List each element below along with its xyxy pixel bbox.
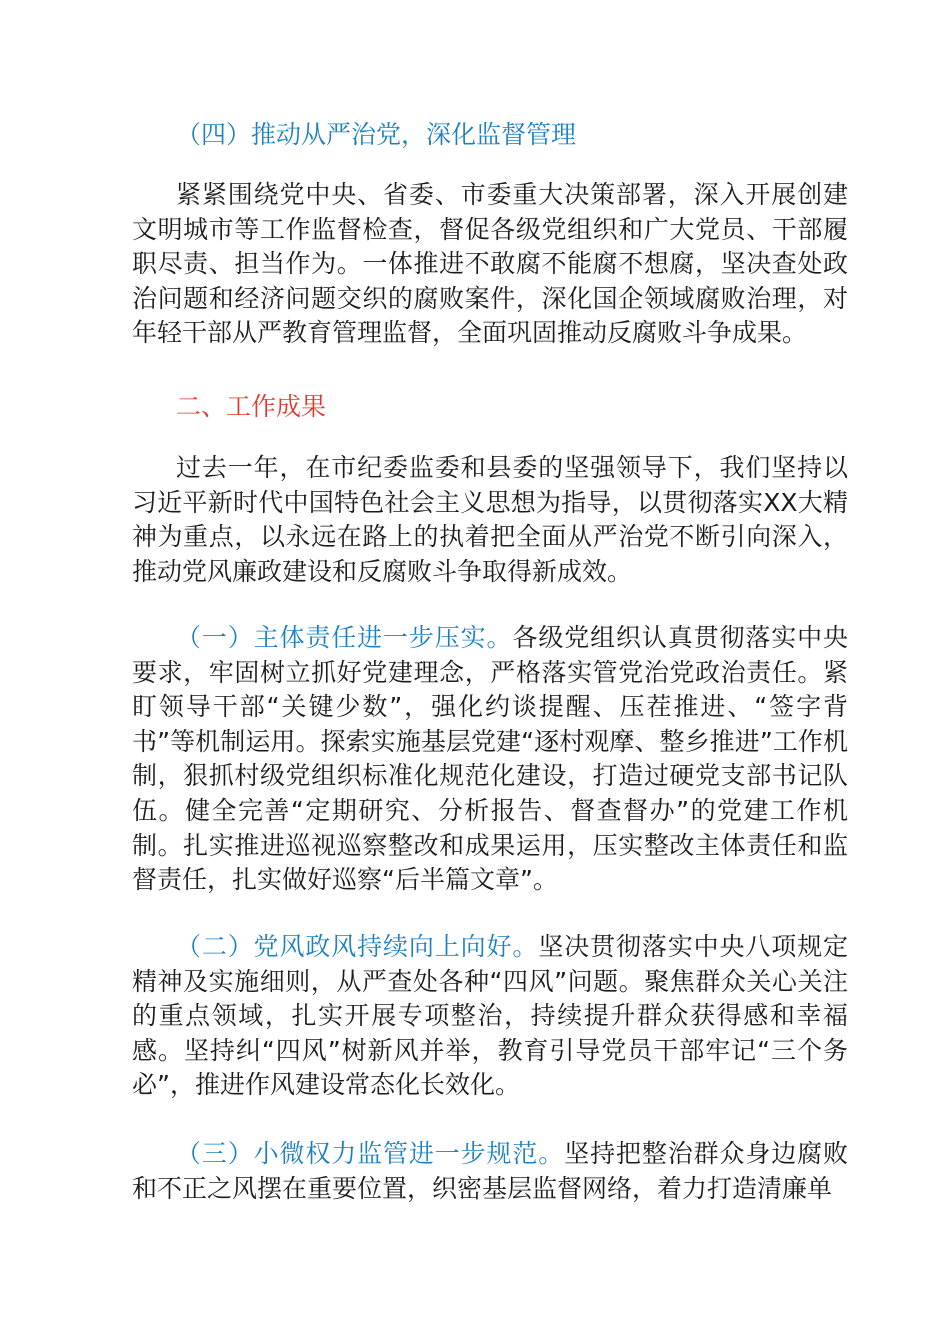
part-2-heading: 二、工作成果 — [176, 392, 327, 421]
item-2-lead: （二）党风政风持续向上向好。 — [176, 932, 539, 961]
item-2-body: 坚决贯彻落实中央八项规定精神及实施细则，从严查处各种“四风”问题。聚焦群众关心关注的重点领域，扎实开展专项整治，持续提升群众获得感和幸福感。坚持纠“四风”树新风并举，教育引导党员干部牢记“三个务必”，推进作风建设常态化长效化。 — [132, 932, 848, 1100]
item-3-body: 坚持把整治群众身边腐败和不正之风摆在重要位置，织密基层监督网络，着力打造清廉单 — [132, 1139, 848, 1203]
item-3-lead: （三）小微权力监管进一步规范。 — [176, 1139, 565, 1168]
section-4-heading: （四）推动从严治党，深化监督管理 — [176, 120, 577, 149]
item-3-paragraph — [132, 1137, 848, 1206]
item-1-lead: （一）主体责任进一步压实。 — [176, 623, 513, 652]
item-1-body: 各级党组织认真贯彻落实中央要求，牢固树立抓好党建理念，严格落实管党治党政治责任。紧盯领导干部“关键少数”，强化约谈提醒、压茬推进、“签字背书”等机制运用。探索实施基层党建“逐村观摩、整乡推进”工作机制，狠抓村级党组织标准化规范化建设，打造过硬党支部书记队伍。健全完善“定期研究、分析报告、督查督办”的党建工作机制。扎实推进巡视巡察整改和成果运用，压实整改主体责任和监督责任，扎实做好巡察“后半篇文章”。 — [132, 623, 848, 895]
part-2-intro-paragraph: 过去一年，在市纪委监委和县委的坚强领导下，我们坚持以习近平新时代中国特色社会主义思想为指导，以贯彻落实XX大精神为重点，以永远在路上的执着把全面从严治党不断引向深入，推动党风廉政建设和反腐败斗争取得新成效。 — [132, 453, 848, 586]
item-2-paragraph — [132, 930, 848, 1103]
section-4-paragraph: 紧紧围绕党中央、省委、市委重大决策部署，深入开展创建文明城市等工作监督检查，督促各级党组织和广大党员、干部履职尽责、担当作为。一体推进不敢腐不能腐不想腐，坚决查处政治问题和经济问题交织的腐败案件，深化国企领域腐败治理，对年轻干部从严教育管理监督，全面巩固推动反腐败斗争成果。 — [132, 180, 848, 348]
item-1-paragraph — [132, 621, 848, 898]
